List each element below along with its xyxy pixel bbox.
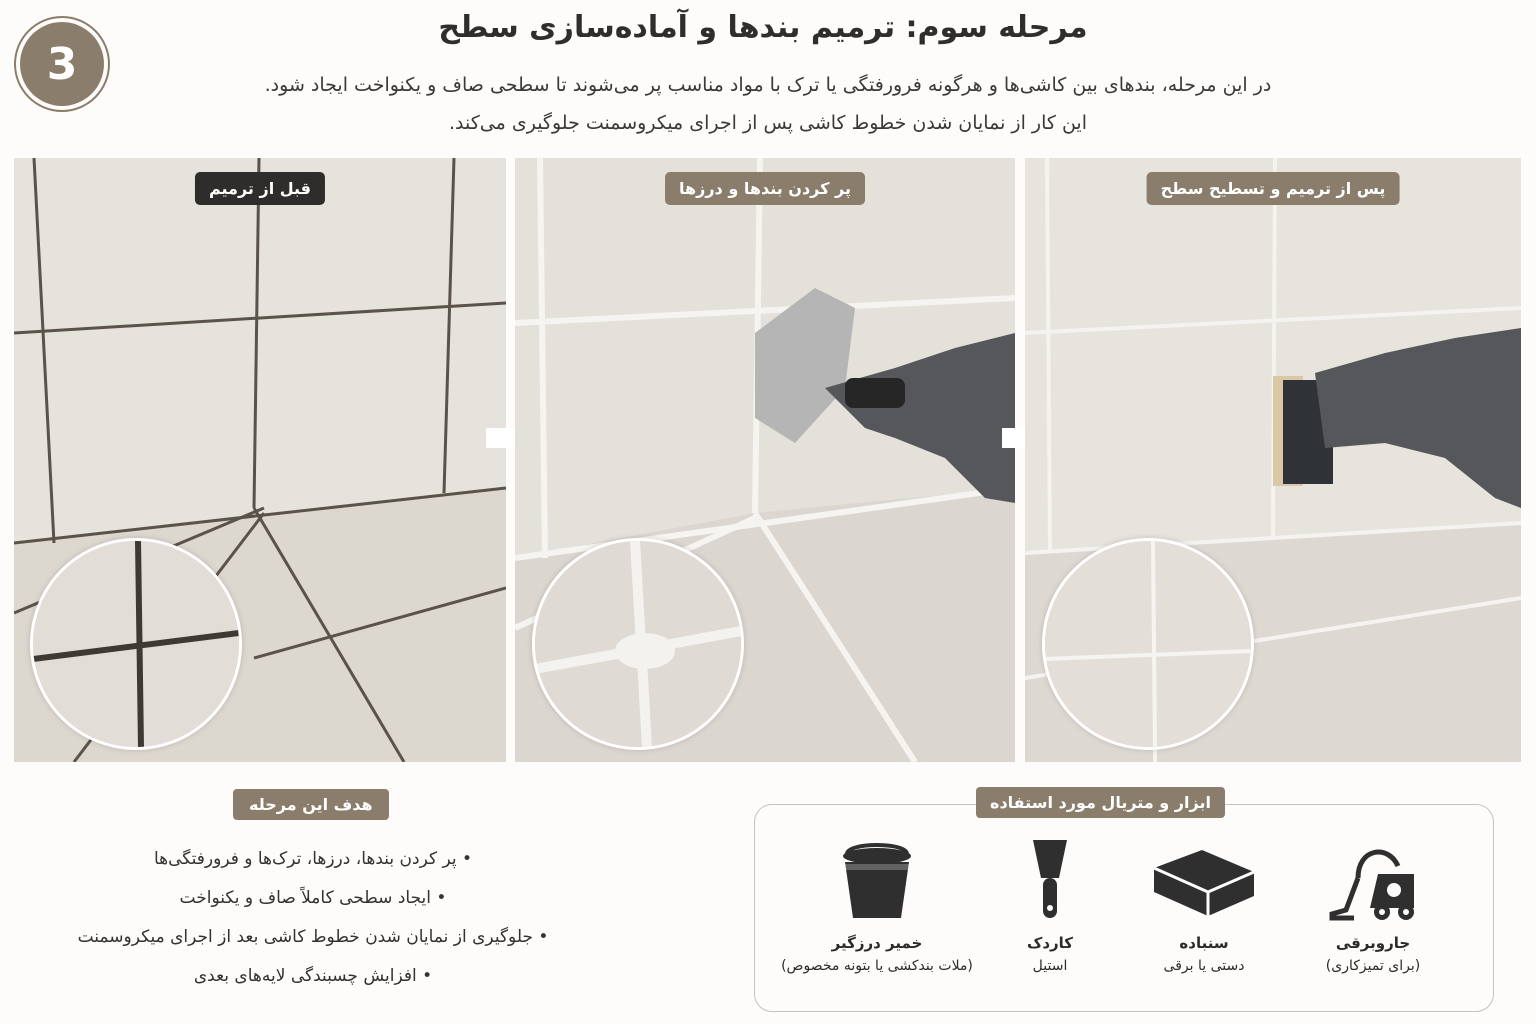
goal-list — [40, 840, 586, 996]
filling-joints-photo — [515, 158, 1015, 762]
tool-name: کاردک — [1026, 934, 1074, 952]
intro-line-2: این کار از نمایان شدن خطوط کاشی پس از اجرای میکروسمنت جلوگیری می‌کند. — [449, 112, 1087, 134]
tool-filler-bucket — [772, 838, 982, 974]
tool-name: سنباده — [1179, 934, 1229, 952]
after-repair-label: پس از ترمیم و تسطیح سطح — [1147, 172, 1400, 205]
bucket-icon — [839, 838, 915, 922]
list-item: • افزایش چسبندگی لایه‌های بعدی — [193, 966, 433, 986]
after-zoom-circle — [1042, 538, 1254, 750]
intro-text — [150, 66, 1386, 142]
tool-detail: استیل — [1032, 958, 1068, 974]
filling-joints-label: پر کردن بندها و درزها — [665, 172, 865, 205]
after-repair-photo — [1025, 158, 1521, 762]
filling-zoom-circle — [532, 538, 744, 750]
list-item: • پر کردن بندها، درزها، ترک‌ها و فرورفتگی‌ها — [153, 849, 473, 869]
goal-heading: هدف این مرحله — [233, 789, 389, 820]
list-item: • جلوگیری از نمایان شدن خطوط کاشی بعد از اجرای میکروسمنت — [77, 927, 549, 947]
list-item: • ایجاد سطحی کاملاً صاف و یکنواخت — [179, 888, 447, 908]
vacuum-icon — [1328, 838, 1418, 922]
intro-line-1: در این مرحله، بندهای بین کاشی‌ها و هرگونه فرورفتگی یا ترک با مواد مناسب پر می‌شوند تا سطحی صاف و یکنواخت ایجاد شود. — [264, 74, 1272, 96]
tool-name: جاروبرقی — [1335, 934, 1411, 952]
putty-knife-icon — [1025, 838, 1075, 922]
tool-detail: (ملات بندکشی یا بتونه مخصوص) — [781, 958, 973, 974]
tool-name: خمیر درزگیر — [831, 934, 923, 952]
step-number: 3 — [46, 38, 78, 90]
page-title: مرحله سوم: ترمیم بندها و آماده‌سازی سطح — [438, 10, 1088, 45]
tool-detail: دستی یا برقی — [1163, 958, 1245, 974]
before-repair-label: قبل از ترمیم — [195, 172, 325, 205]
step-number-badge — [20, 22, 104, 106]
before-zoom-circle — [30, 538, 242, 750]
tools-heading: ابزار و متریال مورد استفاده — [976, 787, 1225, 818]
before-repair-photo — [14, 158, 506, 762]
sanding-block-icon — [1152, 838, 1256, 922]
tool-detail: (برای تمیزکاری) — [1325, 958, 1421, 974]
